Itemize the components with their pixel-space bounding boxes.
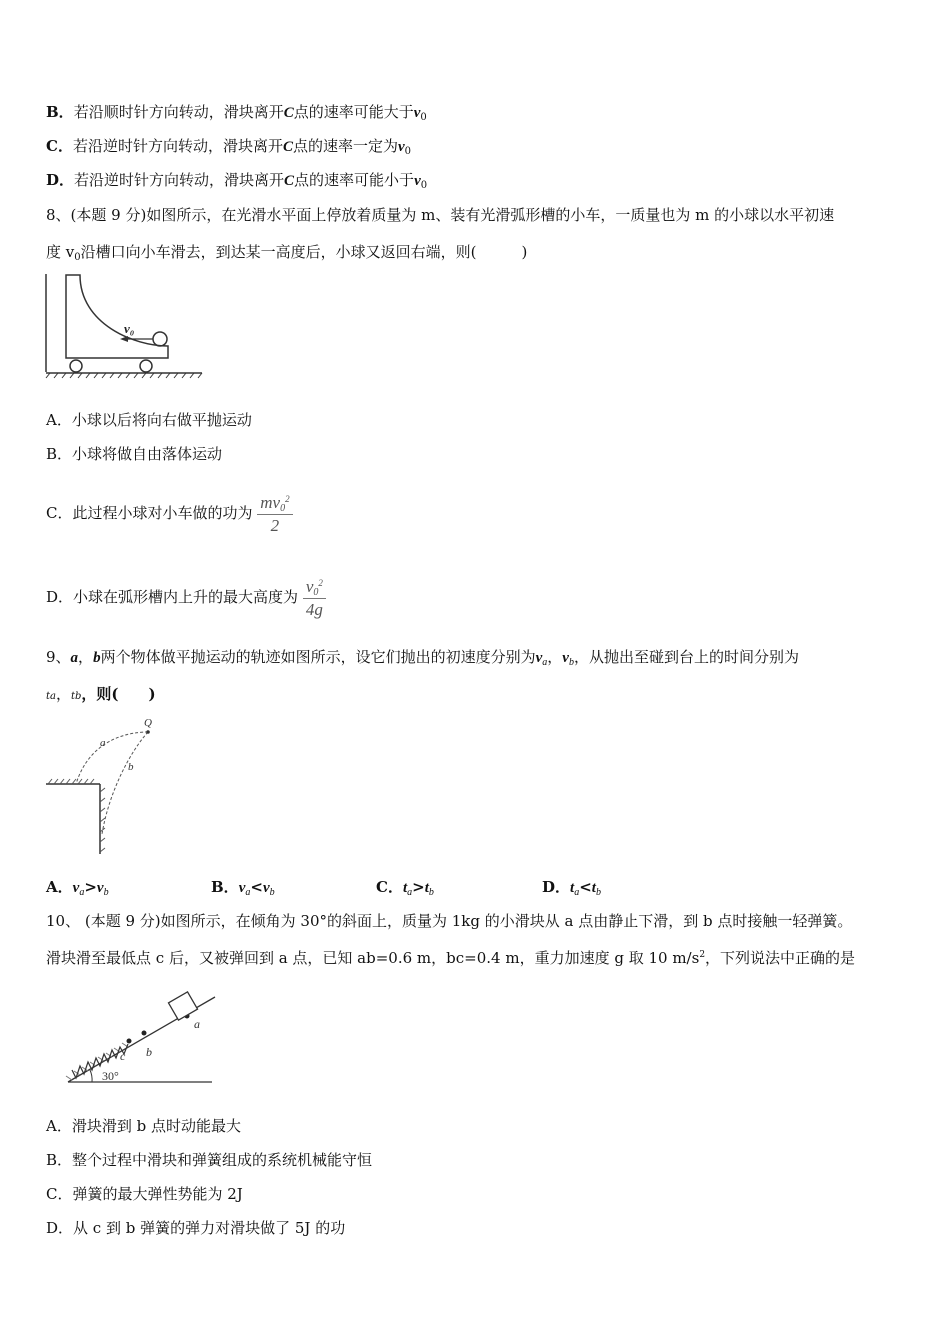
q8-cart-figure xyxy=(44,272,206,380)
q10-stem-line1: 10、 (本题 9 分)如图所示，在倾角为 30°的斜面上，质量为 1kg 的小滑块从 a 点由静止下滑，到 b 点时接触一轻弹簧。 xyxy=(46,912,853,930)
q8-option-a: A．小球以后将向右做平抛运动 xyxy=(46,411,252,429)
svg-text:30°: 30° xyxy=(102,1069,119,1083)
q9-option-a: A．$v_a>v_b$ xyxy=(46,878,109,898)
q10-option-a: A．滑块滑到 b 点时动能最大 xyxy=(46,1117,241,1135)
q8-option-c: C．此过程小球对小车做的功为 $\frac{mv_0^2}{2}$ xyxy=(46,484,293,542)
q9-stem-line2: ta，tb，则( ) xyxy=(46,685,156,703)
q7-option-d: D．若沿逆时针方向转动，滑块离开C点的速率可能小于$v_0$ xyxy=(46,171,428,191)
q10-option-c: C．弹簧的最大弹性势能为 2J xyxy=(46,1185,243,1203)
svg-text:a: a xyxy=(100,737,106,749)
svg-text:b: b xyxy=(146,1045,152,1059)
q7-option-b: B．若沿顺时针方向转动，滑块离开C点的速率可能大于$v_0$ xyxy=(46,103,427,123)
q8-option-d-fraction: $\frac{v_0^2}{4g}$ xyxy=(303,576,326,621)
q9-option-b: B．$v_a<v_b$ xyxy=(211,878,275,898)
q10-option-d: D．从 c 到 b 弹簧的弹力对滑块做了 5J 的功 xyxy=(46,1219,346,1237)
svg-text:v₀: v₀ xyxy=(124,321,135,336)
q9-option-c: C．$t_a>t_b$ xyxy=(376,878,434,898)
q9-stem-line1: 9、a，b两个物体做平抛运动的轨迹如图所示，设它们抛出的初速度分别为$v_a$，$v_b$，从抛出至碰到台上的时间分别为 xyxy=(46,648,799,668)
q10-option-b: B．整个过程中滑块和弹簧组成的系统机械能守恒 xyxy=(46,1151,373,1169)
q10-incline-figure xyxy=(50,982,220,1086)
q9-option-d: D．$t_a<t_b$ xyxy=(542,878,601,898)
q8-option-d: D．小球在弧形槽内上升的最大高度为 $\frac{v_0^2}{4g}$ xyxy=(46,566,326,628)
q8-option-c-fraction: $\frac{mv_0^2}{2}$ xyxy=(257,492,292,537)
svg-text:c: c xyxy=(120,1049,126,1063)
q9-trajectory-figure xyxy=(44,712,166,856)
svg-text:b: b xyxy=(128,761,134,773)
q8-stem-line2: 度 $v_0$沿槽口向小车滑去，到达某一高度后，小球又返回右端，则( ) xyxy=(46,243,528,263)
svg-text:Q: Q xyxy=(144,717,152,729)
q7-option-c: C．若沿逆时针方向转动，滑块离开C点的速率一定为$v_0$ xyxy=(46,137,412,157)
svg-text:a: a xyxy=(194,1017,200,1031)
q8-option-b: B．小球将做自由落体运动 xyxy=(46,445,223,463)
q10-stem-line2: 滑块滑至最低点 c 后，又被弹回到 a 点，已知 ab=0.6 m，bc=0.4 m，重力加速度 g 取 10 $m/s^2$，下列说法中正确的是 xyxy=(46,949,856,967)
q8-stem-line1: 8、(本题 9 分)如图所示，在光滑水平面上停放着质量为 m、装有光滑弧形槽的小车，一质量也为 m 的小球以水平初速 xyxy=(46,206,835,224)
